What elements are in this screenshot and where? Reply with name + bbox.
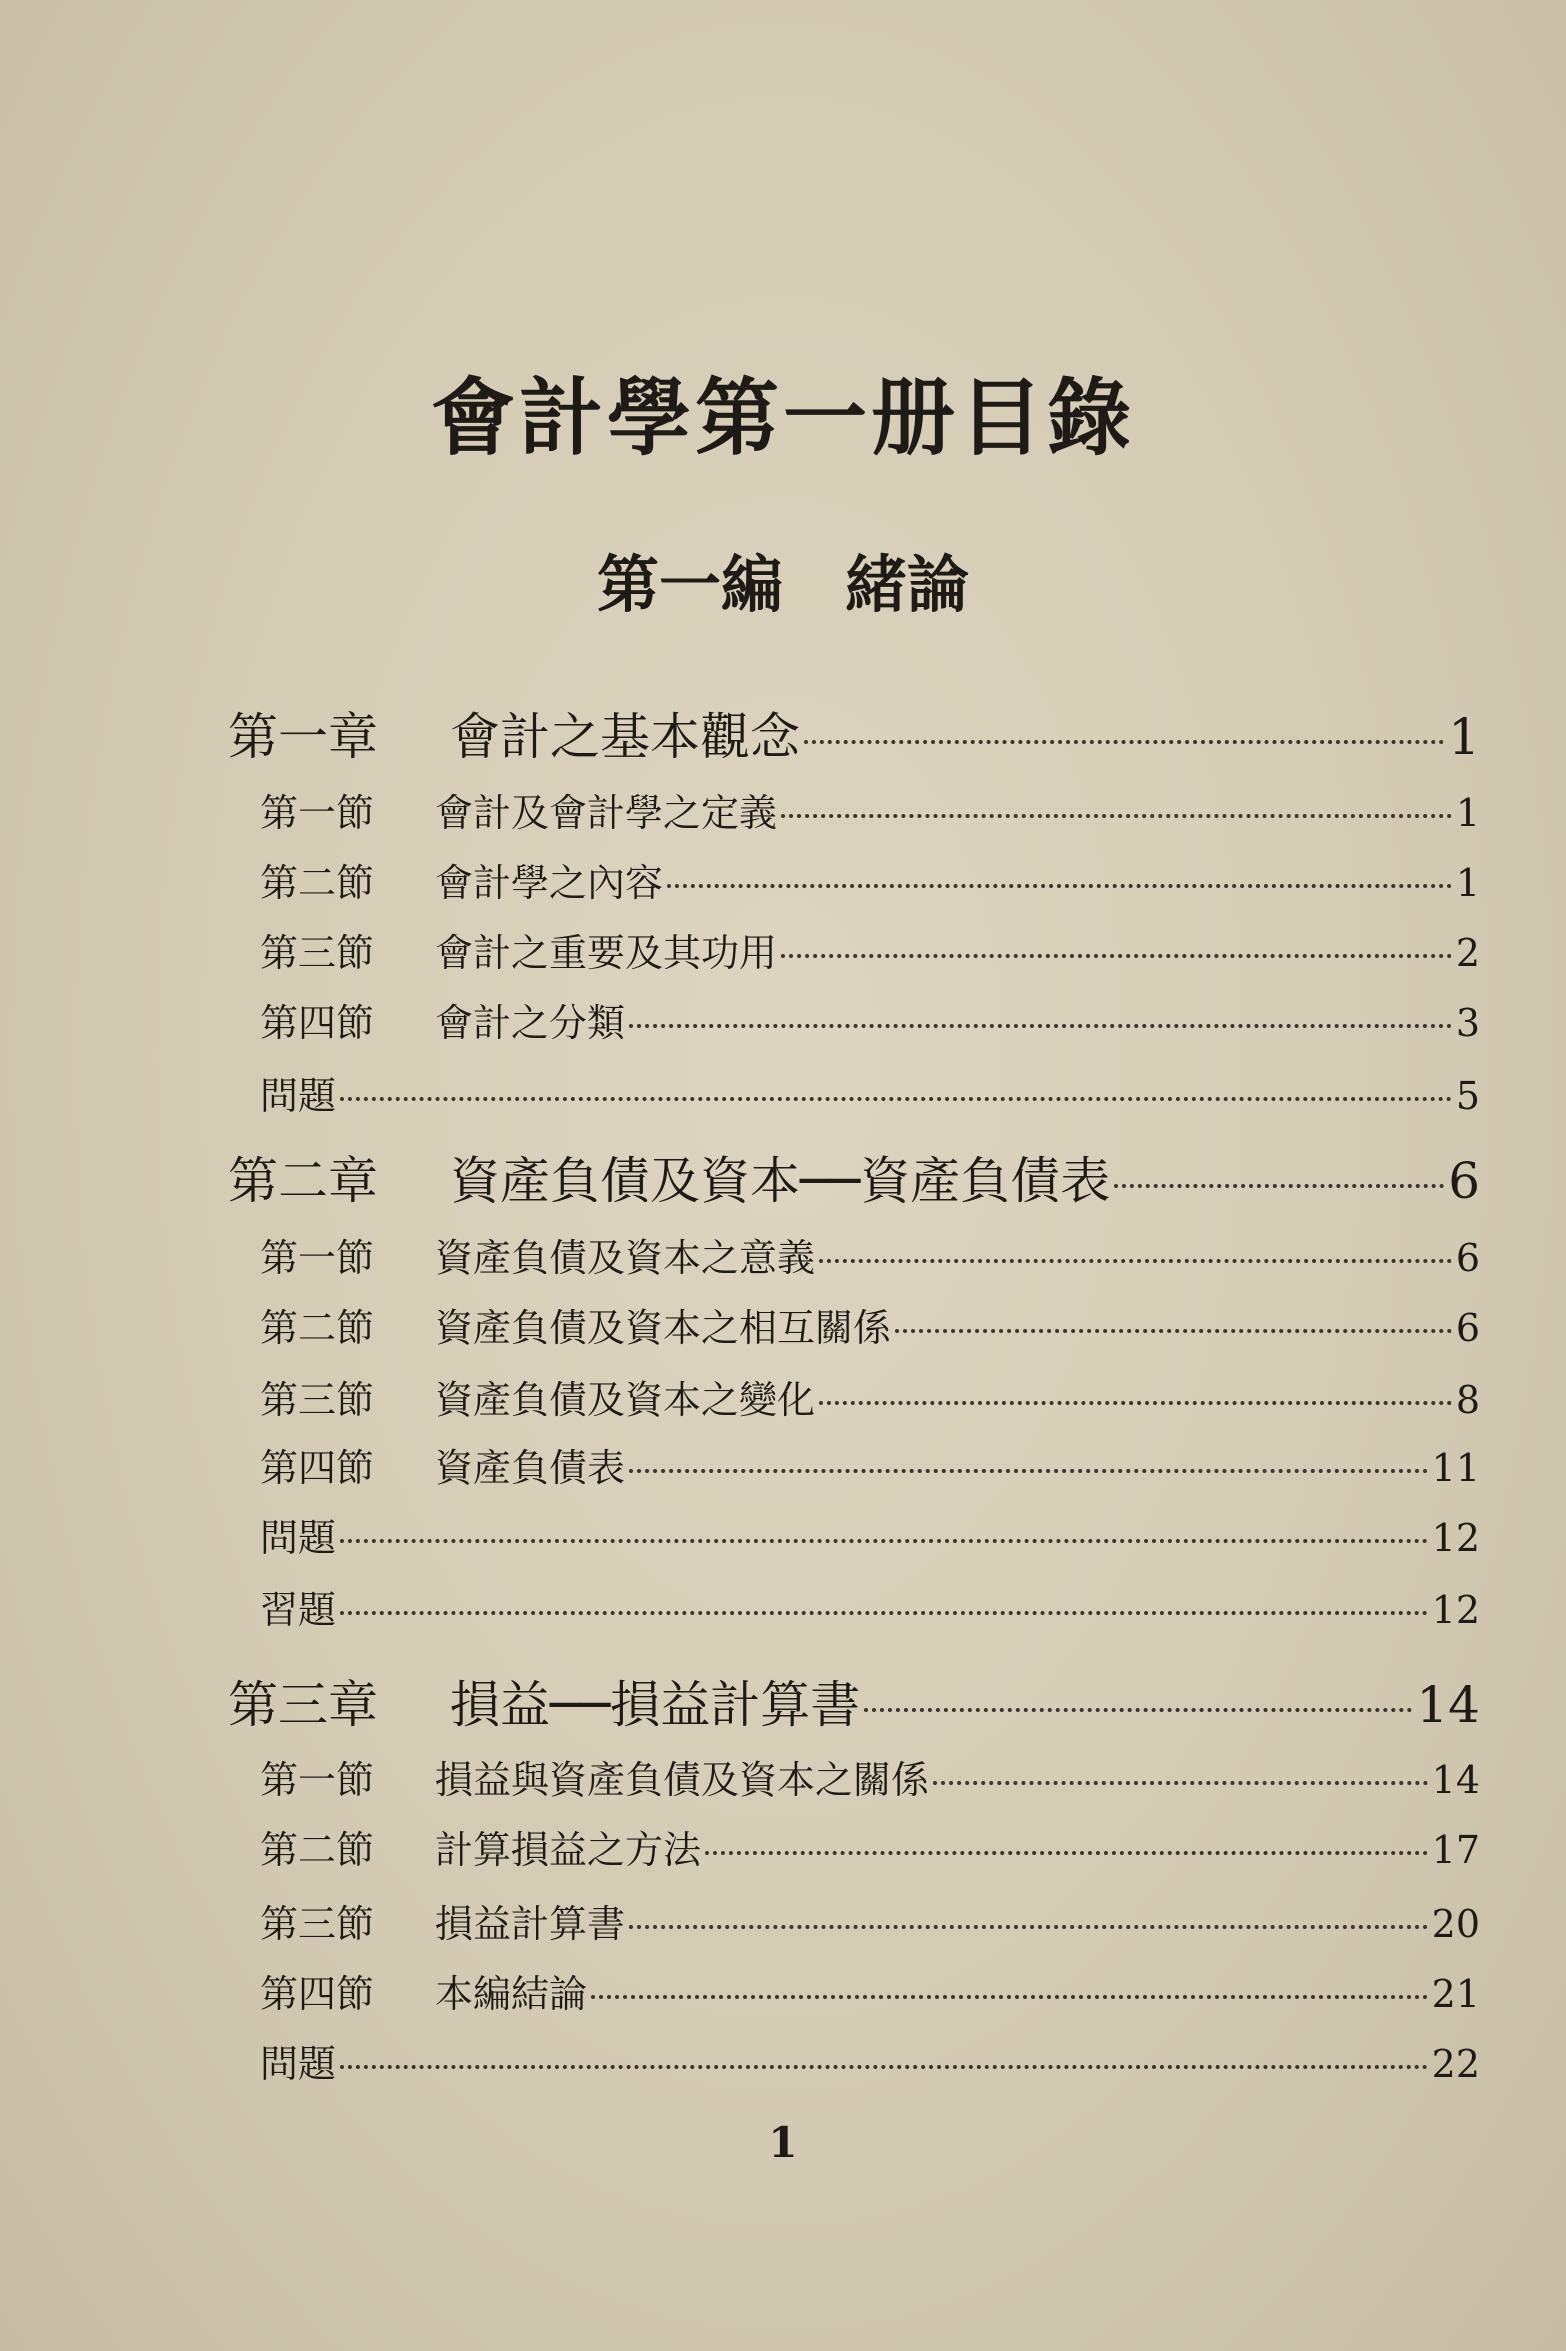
chapter-number: 第二章 (228, 1152, 378, 1210)
chapter-title: 會計之基本觀念 (450, 708, 800, 766)
page-ref: 5 (1455, 1074, 1480, 1118)
page-ref: 17 (1431, 1828, 1480, 1872)
chapter-title: 損益──損益計算書 (450, 1676, 861, 1734)
section-title: 問題 (260, 1516, 337, 1560)
toc-section-row (260, 1068, 1480, 1124)
page-ref: 2 (1455, 931, 1480, 975)
section-number: 第三節 (260, 1902, 375, 1946)
leader-dots (864, 1708, 1412, 1712)
page-ref: 11 (1431, 1446, 1480, 1490)
leader-dots (781, 954, 1452, 958)
section-number: 第四節 (260, 1001, 375, 1045)
section-number: 第二節 (260, 1828, 375, 1872)
section-title: 本編結論 (435, 1972, 588, 2016)
toc-chapter-row (228, 1670, 1480, 1740)
leader-dots (819, 1259, 1452, 1263)
toc-section-row (260, 995, 1480, 1051)
toc-section-row (260, 2036, 1480, 2092)
page-ref: 14 (1431, 1758, 1480, 1802)
page-ref: 20 (1431, 1902, 1480, 1946)
section-title: 資產負債及資本之意義 (435, 1236, 816, 1280)
page-ref: 1 (1455, 791, 1480, 835)
section-title: 會計之分類 (435, 1001, 626, 1045)
section-title: 資產負債及資本之相互關係 (435, 1306, 892, 1350)
toc-section-row (260, 1822, 1480, 1878)
page-ref: 3 (1455, 1001, 1480, 1045)
toc-section-row (260, 1440, 1480, 1496)
toc-section-row (260, 925, 1480, 981)
toc-section-row (260, 1300, 1480, 1356)
leader-dots (1114, 1184, 1444, 1188)
section-title: 會計及會計學之定義 (435, 791, 778, 835)
section-number: 第一節 (260, 1236, 375, 1280)
toc-section-row (260, 1372, 1480, 1428)
section-number: 第四節 (260, 1446, 375, 1490)
leader-dots (804, 740, 1444, 744)
section-number: 第二節 (260, 1306, 375, 1350)
section-title: 資產負債及資本之變化 (435, 1378, 816, 1422)
toc-section-row (260, 1966, 1480, 2022)
section-number: 第四節 (260, 1972, 375, 2016)
leader-dots (629, 1024, 1452, 1028)
toc-section-row (260, 855, 1480, 911)
page-ref: 1 (1455, 861, 1480, 905)
page-ref: 1 (1448, 708, 1480, 766)
chapter-title: 資產負債及資本──資產負債表 (450, 1152, 1111, 1210)
page-ref: 6 (1455, 1236, 1480, 1280)
chapter-number: 第一章 (228, 708, 378, 766)
leader-dots (340, 2065, 1428, 2069)
page-ref: 12 (1431, 1588, 1480, 1632)
toc-section-row (260, 785, 1480, 841)
section-title: 習題 (260, 1588, 337, 1632)
part-heading: 第一編 緒論 (596, 548, 969, 621)
leader-dots (629, 1925, 1428, 1929)
leader-dots (340, 1539, 1428, 1543)
toc-chapter-row (228, 702, 1480, 772)
toc-section-row (260, 1896, 1480, 1952)
leader-dots (895, 1329, 1452, 1333)
section-number: 第一節 (260, 791, 375, 835)
section-title: 損益與資產負債及資本之關係 (435, 1758, 930, 1802)
section-title: 問題 (260, 2042, 337, 2086)
section-number: 第二節 (260, 861, 375, 905)
page-ref: 12 (1431, 1516, 1480, 1560)
leader-dots (340, 1611, 1428, 1615)
page-title: 會計學第一册目錄 (430, 368, 1135, 467)
section-title: 問題 (260, 1074, 337, 1118)
page-number: 1 (768, 2118, 798, 2167)
section-title: 損益計算書 (435, 1902, 626, 1946)
leader-dots (629, 1469, 1428, 1473)
leader-dots (933, 1781, 1428, 1785)
leader-dots (340, 1097, 1452, 1101)
section-title: 計算損益之方法 (435, 1828, 702, 1872)
section-number: 第三節 (260, 931, 375, 975)
leader-dots (781, 814, 1452, 818)
page-ref: 6 (1455, 1306, 1480, 1350)
toc-chapter-row (228, 1146, 1480, 1216)
page-ref: 6 (1448, 1152, 1480, 1210)
page-ref: 8 (1455, 1378, 1480, 1422)
section-title: 會計學之內容 (435, 861, 664, 905)
section-title: 會計之重要及其功用 (435, 931, 778, 975)
page-ref: 14 (1416, 1676, 1480, 1734)
toc-section-row (260, 1510, 1480, 1566)
section-title: 資產負債表 (435, 1446, 626, 1490)
leader-dots (667, 884, 1452, 888)
leader-dots (819, 1401, 1452, 1405)
page-ref: 22 (1431, 2042, 1480, 2086)
leader-dots (591, 1995, 1428, 1999)
toc-section-row (260, 1752, 1480, 1808)
toc-section-row (260, 1230, 1480, 1286)
section-number: 第一節 (260, 1758, 375, 1802)
toc-section-row (260, 1582, 1480, 1638)
leader-dots (705, 1851, 1428, 1855)
chapter-number: 第三章 (228, 1676, 378, 1734)
page-ref: 21 (1431, 1972, 1480, 2016)
section-number: 第三節 (260, 1378, 375, 1422)
